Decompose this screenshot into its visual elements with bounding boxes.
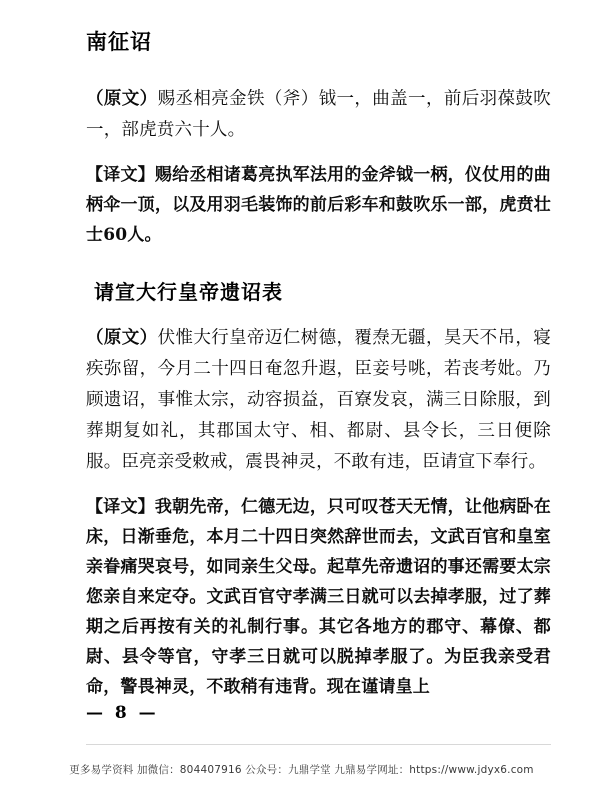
page-title: 南征诏 (86, 29, 152, 54)
paragraph-text-original-2: 伏惟大行皇帝迈仁树德，覆焘无疆，昊天不吊，寝疾弥留，今月二十四日奄忽升遐，臣妾号咷，若丧考妣。乃顾遗诏，事惟太宗，动容损益，百寮发哀，满三日除服，到葬期复如礼，其郡国太守、相、都尉、县令长，三日便除服。臣亮亲受敕戒，震畏神灵，不敢有违，臣请宣下奉行。 (86, 328, 551, 472)
paragraph-translation-1 (86, 160, 551, 250)
paragraph-label-translation-2: 【译文】 (86, 497, 155, 517)
paragraph-original-1 (86, 84, 551, 146)
paragraph-text-translation-1: 赐给丞相诸葛亮执军法用的金斧钺一柄，仪仗用的曲柄伞一顶，以及用羽毛装饰的前后彩车和鼓吹乐一部，虎贲壮士60人。 (86, 165, 551, 245)
paragraph-text-translation-2: 我朝先帝，仁德无边，只可叹苍天无情，让他病卧在床，日渐垂危，本月二十四日突然辞世而去，文武百官和皇室亲眷痛哭哀号，如同亲生父母。起草先帝遗诏的事还需要太宗您亲自来定夺。文武百官守孝满三日就可以去掉孝服，过了葬期之后再按有关的礼制行事。其它各地方的郡守、幕僚、都尉、县令等官，守孝三日就可以脱掉孝服了。为臣我亲受君命，警畏神灵，不敢稍有违背。现在谨请皇上 (86, 497, 551, 697)
paragraph-translation-2 (86, 492, 551, 702)
footer-divider (86, 744, 551, 745)
paragraph-original-2 (86, 323, 551, 478)
paragraph-label-original-1: （原文） (86, 89, 158, 109)
page-number: — 8 — (86, 703, 159, 723)
paragraph-text-original-1: 赐丞相亮金铁（斧）钺一，曲盖一，前后羽葆鼓吹一，部虎贲六十人。 (86, 89, 551, 140)
section-heading-2: 请宣大行皇帝遗诏表 (94, 280, 283, 304)
footer-text: 更多易学资料 加微信：804407916 公众号：九鼎学堂 九鼎易学网址：https://www.jdyx6.com (69, 764, 534, 776)
paragraph-label-translation-1: 【译文】 (86, 165, 155, 185)
paragraph-label-original-2: （原文） (86, 328, 158, 348)
